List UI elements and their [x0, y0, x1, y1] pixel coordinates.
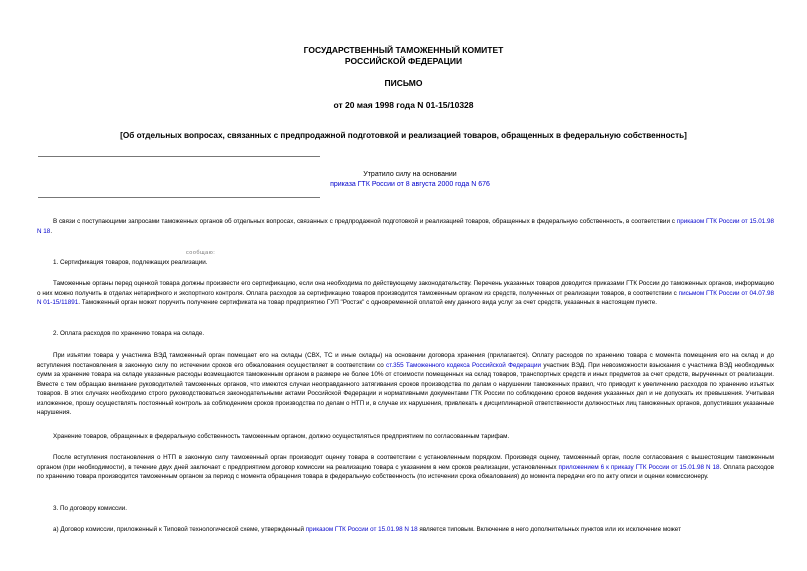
intro-text: В связи с поступающими запросами таможенных органов об отдельных вопросах, связанных с предпродажной подготовкой и реализацией товаров, обращенных в федеральную собственность, в соответствии с — [53, 218, 677, 225]
paragraph-certification — [37, 279, 774, 308]
appendix-6-link[interactable]: приложением 6 к приказу ГТК России от 15.01.98 N 18 — [558, 463, 720, 471]
section-3-heading: 3. По договору комиссии. — [53, 505, 127, 512]
valuation-text-a: После вступления постановления о НТП в законную силу таможенный орган производит оценку товара в соответствии с установленным порядком. Произведя оценку, таможенный орган, после согласования с вышестоящим таможенным органом (при необходимости), в течение двух дней заключает с предприятием договор комиссии на реализацию товара с указанием в нем сроков реализации, установленных — [37, 454, 774, 471]
section-2-heading: 2. Оплата расходов по хранению товара на складе. — [53, 330, 205, 337]
order-18-link[interactable]: приказом ГТК России от 15.01.98 N 18 — [37, 218, 774, 235]
paragraph-commission — [37, 525, 774, 535]
storage-text-b: участник ВЭД. При невозможности взыскания с участника ВЭД необходимых сумм за хранение товара на складе указанные расходы возмещаются таможенным органом в размере не более 10% от стоимости помещенных на склад товаров, транспортных средств и иных предметов за счет средств, вырученных от реализации. Вместе с тем обращаю внимание руководителей таможенных органов, что имеются случаи неоправданного затягивания сроков производства по делам о нарушении таможенных правил, что приводит к увеличению расходов по хранению изъятых товаров. В этих случаях необходимо строго руководствоваться законодательными актами Российской Федерации и нормативными документами ГТК России по соблюдению сроков ведения указанных дел и не допускать их превышения. Учитывая изложенное, прошу осуществлять постоянный контроль за соблюдением сроков производства по делам о НТП и, в случае их нарушения, привлекать к дисциплинарной ответственности должностных лиц таможенных органов, допустивших указанные нарушения. — [37, 361, 775, 416]
order-18-link-2[interactable]: приказом ГТК России от 15.01.98 N 18 — [305, 526, 418, 533]
storage-text-a: При изъятии товара у участника ВЭД таможенный орган помещает его на склады (СВХ, ТС и иные склады) на основании договора хранения (прилагается). Оплату расходов по хранению товара с момента помещения его на склад и до вступления постановления в законную силу по истечении сроков его обжалования осуществляет в соответствии со — [37, 352, 774, 369]
document-date-number: от 20 мая 1998 года N 01-15/10328 — [333, 100, 474, 110]
valuation-text-b: . Оплата расходов по хранению товара производится таможенным органом за период с момента обращения товара в федеральную собственность (по истечении срока обжалования) до момента передачи его по акту описи и оценки комиссионеру. — [37, 463, 775, 480]
status-note: Утратило силу на основании — [363, 171, 457, 178]
divider-bottom — [38, 197, 320, 198]
section-1-heading: 1. Сертификация товаров, подлежащих реализации. — [53, 259, 208, 266]
repeal-order-link[interactable]: приказа ГТК России от 8 августа 2000 года N 676 — [330, 181, 490, 188]
paragraph-tariffs: Хранение товаров, обращенных в федеральную собственность таможенным органом, должно осуществляться предприятием по согласованным тарифам. — [53, 433, 510, 440]
document-type: ПИСЬМО — [384, 78, 423, 88]
certification-text-a: Таможенные органы перед оценкой товара должны произвести его сертификацию, если она необходима по действующему законодательству. Перечень указанных товаров доводится приказами ГТК России до таможенных органов, информацию о них можно получить в отделах нетарифного и экспортного контроля. Оплата расходов за сертификацию товаров производится таможенным органом из средств, полученных от реализации товаров, в соответствии с — [37, 280, 774, 297]
customs-code-355-link[interactable]: ст.355 Таможенного кодекса Российской Федерации — [386, 361, 542, 369]
paragraph-valuation — [37, 453, 774, 482]
letter-11891-link[interactable]: письмом ГТК России от 04.07.98 N 01-15/11891 — [37, 289, 774, 306]
advise-label: сообщаю: — [186, 250, 216, 256]
issuer-line-1: ГОСУДАРСТВЕННЫЙ ТАМОЖЕННЫЙ КОМИТЕТ — [303, 45, 504, 55]
status-link-line — [30, 180, 790, 190]
paragraph-storage — [37, 351, 774, 418]
divider-top — [38, 156, 320, 157]
commission-text-b: является типовым. Включение в него дополнительных пунктов или их исключение может — [417, 526, 681, 533]
commission-text-a: а) Договор комиссии, приложенный к Типовой технологической схеме, утвержденный — [53, 526, 306, 533]
paragraph-intro — [37, 217, 774, 236]
certification-text-b: . Таможенный орган может поручить получение сертификата на товар предприятию ГУП "Ростэк" с одновременной оплатой ему данного вида услуг за счет средств, указанных в настоящем пункте. — [78, 299, 657, 306]
issuer-line-2: РОССИЙСКОЙ ФЕДЕРАЦИИ — [344, 56, 463, 66]
intro-end: . — [50, 227, 53, 235]
document-title: [Об отдельных вопросах, связанных с предпродажной подготовкой и реализацией товаров, обращенных в федеральную собственность] — [120, 131, 687, 140]
